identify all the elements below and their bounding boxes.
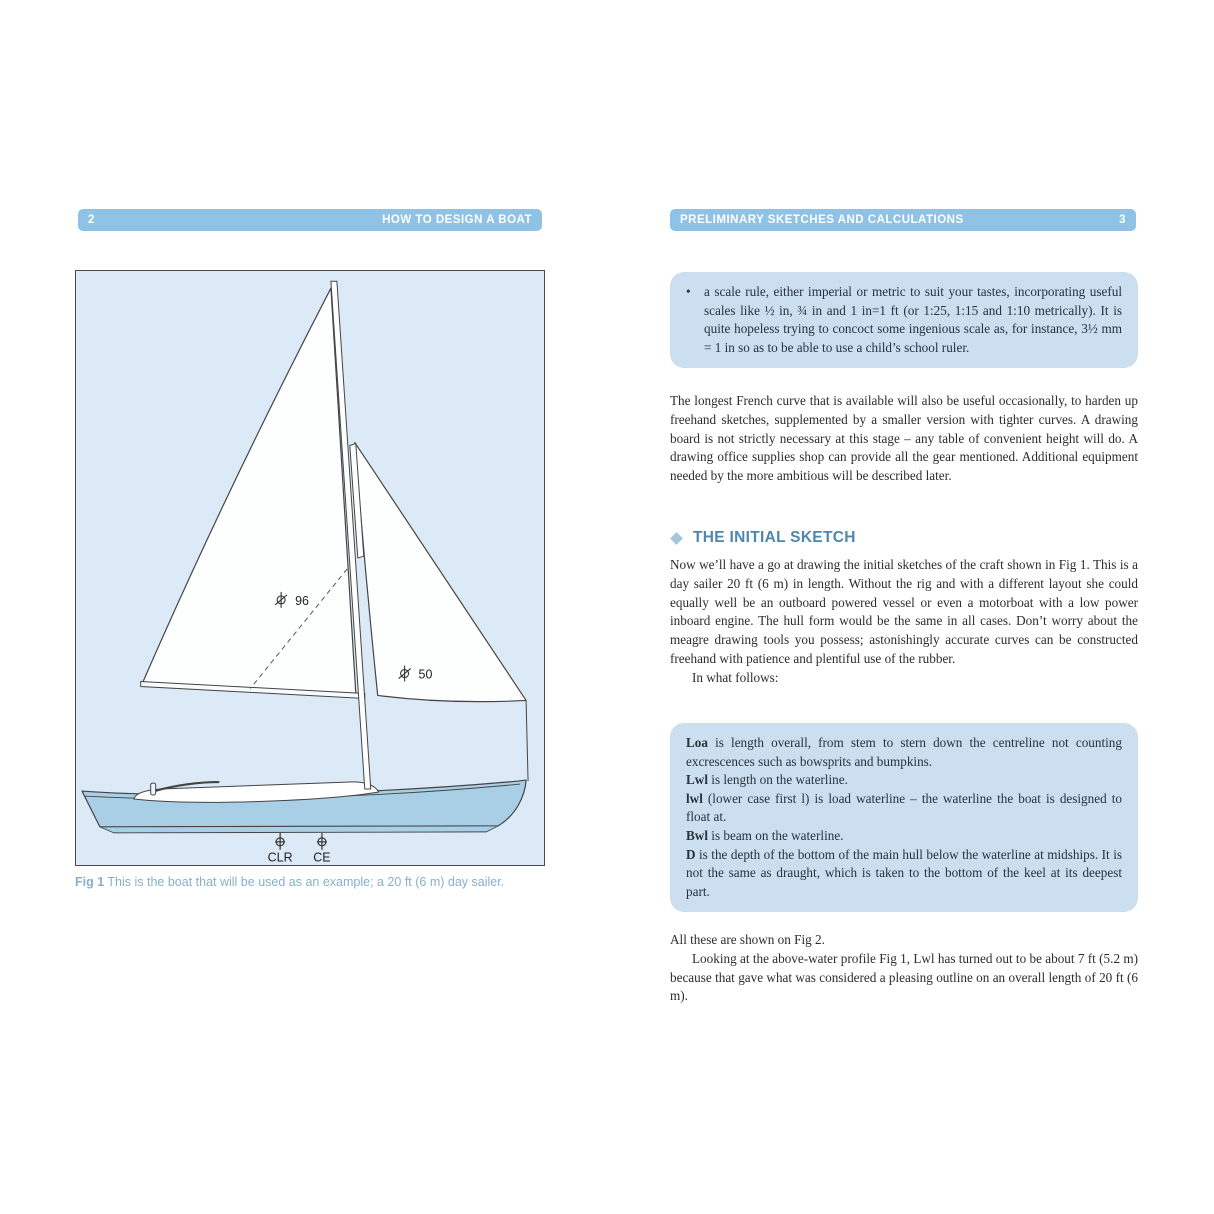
definition-row (686, 734, 1122, 771)
definition-text: (lower case first l) is load waterline – the waterline the boat is designed to float at. (686, 790, 1122, 825)
boat-figure-svg (76, 271, 544, 865)
definitions-box (670, 723, 1138, 912)
figure-caption-tag: Fig 1 (75, 875, 105, 889)
bullet-icon: • (686, 284, 691, 299)
para-fig2: All these are shown on Fig 2. (670, 932, 825, 947)
ce-symbol (317, 833, 327, 850)
mainsail-area-value: 96 (295, 593, 309, 608)
right-page-header-bar (670, 209, 1136, 231)
left-page-header-title: HOW TO DESIGN A BOAT (382, 214, 532, 226)
section-heading (670, 529, 1138, 547)
definition-row (686, 771, 1122, 790)
left-page-number: 2 (88, 214, 95, 226)
para-closing (670, 931, 1138, 1006)
definition-term: Bwl (686, 827, 708, 843)
tiller-knob (151, 783, 156, 795)
definition-text: is length on the waterline. (707, 772, 848, 788)
definition-row (686, 790, 1122, 827)
definition-text: is length overall, from stem to stern down the centreline not counting excrescences such as bowsprits and bumpkins. (686, 735, 1122, 769)
definition-term: D (686, 846, 696, 862)
jib (355, 443, 526, 702)
definition-term: Lwl (686, 772, 708, 788)
mainsail (143, 288, 356, 693)
para-initial-sketch-text: Now we’ll have a go at drawing the initial sketches of the craft shown in Fig 1. This is a day sailer 20 ft (6 m) in length. Without the rig and with a different layout she could equally well be an outboard powered vessel or even a motorboat with a low power inboard engine. The hull form would be the same in all cases. Don’t worry about the meagre drawing tools you possess; astonishingly accurate curves can be constructed freehand with patience and plentiful use of the rubber. (670, 557, 1138, 666)
para-equipment (670, 392, 1138, 486)
definition-text: is beam on the waterline. (707, 827, 844, 843)
scale-rule-note-box (670, 272, 1138, 368)
clr-label: CLR (267, 850, 293, 865)
definition-row (686, 846, 1122, 902)
definition-text: is the depth of the bottom of the main hull below the waterline at midships. It is not the same as draught, which is taken to the bottom of the keel at its deepest part. (686, 846, 1122, 899)
para-initial-sketch (670, 556, 1138, 688)
left-page-header-bar (78, 209, 542, 231)
figure-caption-text: This is the boat that will be used as an example; a 20 ft (6 m) day sailer. (104, 875, 505, 889)
diamond-icon (670, 532, 683, 545)
right-page-header-title: PRELIMINARY SKETCHES AND CALCULATIONS (680, 214, 964, 226)
figure-caption (75, 875, 545, 889)
para-in-what-follows: In what follows: (692, 669, 779, 685)
keel-strip (100, 826, 498, 833)
definition-term: lwl (686, 790, 703, 806)
clr-symbol (275, 833, 285, 850)
jib-area-value: 50 (418, 667, 433, 682)
para-equipment-text: The longest French curve that is available will also be useful occasionally, to harden up freehand sketches, supplemented by a smaller version with tighter curves. A drawing board is not strictly necessary at this stage – any table of convenient height will do. A drawing office supplies shop can provide all the gear mentioned. Additional equipment needed by the more ambitious will be described later. (670, 393, 1138, 484)
right-page-number: 3 (1119, 214, 1126, 226)
para-lwl: Looking at the above-water profile Fig 1, Lwl has turned out to be about 7 ft (5.2 m) because that gave what was considered a pleasing outline on an overall length of 20 ft (6 m). (670, 950, 1138, 1004)
section-heading-text: THE INITIAL SKETCH (693, 529, 856, 546)
ce-label: CE (313, 850, 331, 865)
forestay (526, 700, 528, 781)
figure-1-box (75, 270, 545, 866)
definition-term: Loa (686, 735, 708, 750)
scale-rule-note-text: a scale rule, either imperial or metric to suit your tastes, incorporating useful scales like ½ in, ¾ in and 1 in=1 ft (or 1:25, 1:15 and 1:10 metrically). It is quite hopeless trying to concoct some ingenious scale as, for instance, 3½ mm = 1 in so as to be able to use a child’s school ruler. (704, 284, 1122, 355)
definition-row (686, 827, 1122, 846)
